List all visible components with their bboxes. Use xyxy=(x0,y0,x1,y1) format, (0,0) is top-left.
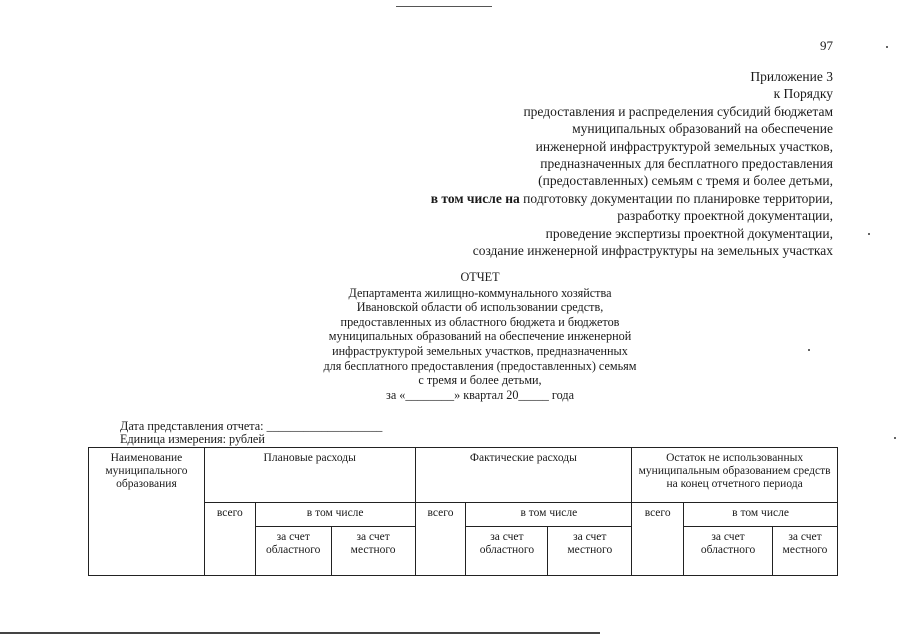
actual-local: за счет местного xyxy=(548,527,632,576)
remainder-local: за счет местного xyxy=(772,527,837,576)
actual-header: Фактические расходы xyxy=(415,448,632,503)
report-line: предоставленных из областного бюджета и бюджетов xyxy=(340,314,620,329)
appendix-line: к Порядку xyxy=(773,86,833,102)
report-line: инфраструктурой земельных участков, предназначенных xyxy=(332,343,628,358)
remainder-total: всего xyxy=(632,503,684,576)
appendix-line-bold xyxy=(363,190,833,207)
planned-total: всего xyxy=(204,503,255,576)
report-table xyxy=(88,447,838,576)
planned-regional: за счет областного xyxy=(255,527,331,576)
report-title-block xyxy=(200,270,760,402)
appendix-line: разработку проектной документации, xyxy=(617,208,833,224)
report-line: Департамента жилищно-коммунального хозяйства xyxy=(348,285,612,300)
report-line: Ивановской области об использовании средств, xyxy=(356,300,604,315)
report-period: за «________» квартал 20_____ года xyxy=(386,387,574,402)
unit-label: Единица измерения: рублей xyxy=(120,431,265,446)
planned-header: Плановые расходы xyxy=(204,448,415,503)
appendix-line: создание инженерной инфраструктуры на земельных участках xyxy=(472,243,833,259)
appendix-line: (предоставленных) семьям с тремя и более детьми, xyxy=(538,173,833,189)
scan-speck xyxy=(894,437,896,439)
actual-regional: за счет областного xyxy=(466,527,548,576)
appendix-line: инженерной инфраструктурой земельных участков, xyxy=(535,138,833,154)
report-title: ОТЧЕТ xyxy=(460,270,500,284)
appendix-line: предназначенных для бесплатного предоставления xyxy=(540,156,833,172)
appendix-line-rest: подготовку документации по планировке территории, xyxy=(523,190,833,206)
remainder-incl: в том числе xyxy=(684,503,838,527)
report-meta xyxy=(120,420,382,445)
actual-incl: в том числе xyxy=(466,503,632,527)
appendix-line: предоставления и распределения субсидий бюджетам xyxy=(523,103,833,119)
report-line: для бесплатного предоставления (предоставленных) семьям xyxy=(323,358,637,373)
page-number: 97 xyxy=(820,38,833,53)
report-line: муниципальных образований на обеспечение инженерной xyxy=(328,329,632,344)
remainder-header: Остаток не использованных муниципальным образованием средств на конец отчетного периода xyxy=(632,448,838,503)
planned-incl: в том числе xyxy=(255,503,415,527)
bottom-rule xyxy=(0,632,600,634)
appendix-header xyxy=(363,68,833,259)
appendix-line: муниципальных образований на обеспечение xyxy=(572,121,833,137)
remainder-regional: за счет областного xyxy=(684,527,773,576)
planned-local: за счет местного xyxy=(331,527,415,576)
appendix-line: проведение экспертизы проектной документации, xyxy=(545,225,833,241)
bold-prefix: в том числе на xyxy=(430,190,520,206)
scan-speck xyxy=(886,46,888,48)
top-rule xyxy=(396,6,492,7)
scan-speck xyxy=(868,233,870,235)
report-line: с тремя и более детьми, xyxy=(418,373,542,388)
appendix-line: Приложение 3 xyxy=(750,69,833,84)
date-label: Дата представления отчета: ___________________ xyxy=(120,419,383,433)
scan-speck xyxy=(808,349,810,351)
actual-total: всего xyxy=(415,503,466,576)
name-header: Наименование муниципального образования xyxy=(89,448,205,576)
